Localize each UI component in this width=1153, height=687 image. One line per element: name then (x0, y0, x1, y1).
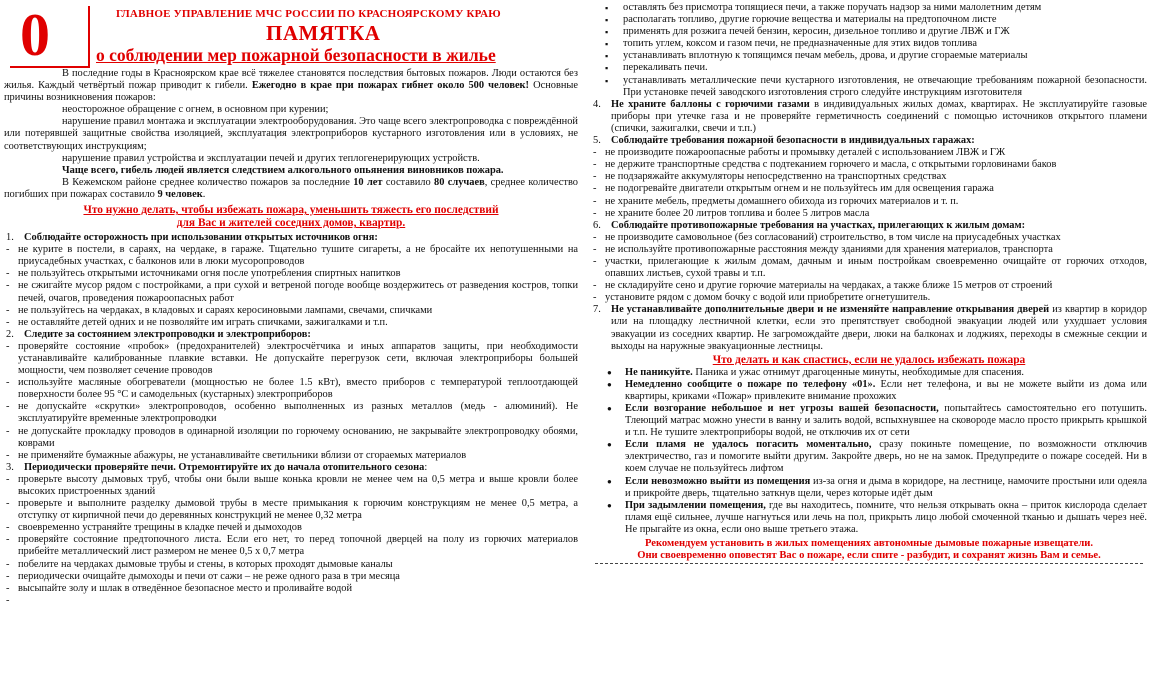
list-item: ▪ устанавливать металлические печи кустарного изготовления, не отвечающие требованиям пожарной безопасности. При установке печей заводского изготовления строго следуйте инструкциям изготовителя (591, 75, 1147, 99)
list-item: ● Если пламя не удалось погасить моментально, сразу покиньте помещение, по возможности отключив электричество, газ и помогите выйти другим. Закройте дверь, но не на замок. Предупредите о пожаре соседей. Ни в коем случае не пользуйтесь лифтом (591, 439, 1147, 475)
list-item: - не курите в постели, в сараях, на чердаке, в гараже. Тщательно тушите сигареты, а не бросайте их непотушенными на приусадебных участках, с балконов или в люки мусоропроводов (4, 244, 578, 268)
list-item: - не оставляйте детей одних и не позволяйте им играть спичками, зажигалками и т.п. (4, 317, 578, 329)
section-open-fire: 1. Соблюдайте осторожность при использовании открытых источников огня: (6, 232, 378, 244)
escape-list (591, 367, 1147, 536)
organization-name: ГЛАВНОЕ УПРАВЛЕНИЕ МЧС РОССИИ ПО КРАСНОЯРСКОМУ КРАЮ (116, 8, 501, 20)
list-item: - не подогревайте двигатели открытым огнем и не пользуйтесь им для освещения гаража (591, 183, 1147, 195)
list-item: - проверяйте состояние «пробок» (предохранителей) электросчётчика и иных аппаратов защиты, при необходимости устанавливайте калиброванные плавкие вставки. Не допускайте перегрузок сети, включая электроприборы большей мощности, чем позволяет сечение проводов (4, 341, 578, 377)
left-column (4, 2, 578, 595)
list-item: - не производите пожароопасные работы и промывку деталей с использованием ЛВЖ и ГЖ (591, 147, 1147, 159)
footer-note: Они своевременно оповестят Вас о пожаре, если спите - разбудит, и сохранят жизнь Вам и семье. (637, 550, 1101, 562)
list-item: ● Если невозможно выйти из помещения из-за огня и дыма в коридоре, на лестнице, намочите простыни или одеяла и прикройте дверь, тщательно заткнув щели, через которые идёт дым (591, 476, 1147, 500)
list-item: - используйте масляные обогреватели (мощностью не более 1.5 кВт), вместо приборов с температурой теплоотдающей поверхности более 95 °С и самодельных (кустарных) электроприборов (4, 377, 578, 401)
section-doors: 7. Не устанавливайте дополнительные двери и не изменяйте направление открывания дверей из квартир в коридор или на площадку лестничной клетки, если это препятствует свободной эвакуации людей или ухудшает условия эвакуации из соседних квартир. Не загромождайте двери, люки на балконах и лоджиях, переходы в смежные секции и выходы на наружные эвакуационные лестницы. (593, 304, 1147, 352)
footer-recommendation: Рекомендуем установить в жилых помещениях автономные дымовые пожарные извещатели. (644, 538, 1094, 550)
section-gas-cylinders: 4. Не храните баллоны с горючими газами в индивидуальных жилых домах, квартирах. Не эксплуатируйте газовые приборы при утечке газа и не проверяйте герметичность соединений с помощью источников открытого пламени (спички, зажигалки, свечи и т.п.) (593, 98, 1148, 134)
list-item: ▪ оставлять без присмотра топящиеся печи, а также поручать надзор за ними малолетним детям (591, 2, 1147, 14)
header (4, 2, 578, 68)
list-item: - не складируйте сено и другие горючие материалы на чердаках, а также ближе 15 метров от строений (591, 280, 1147, 292)
list-item: - не пользуйтесь на чердаках, в кладовых и сараях керосиновыми лампами, свечами, спичками (4, 305, 578, 317)
cut-line (595, 563, 1143, 564)
list-item: - побелите на чердаках дымовые трубы и стены, в которых проходят дымовые каналы (4, 559, 578, 571)
garages-list (591, 147, 1147, 220)
list-item: - не используйте противопожарные расстояния между зданиями для хранения материалов, транспорта (591, 244, 1147, 256)
section-electrical: 2. Следите за состоянием электропроводки и электроприборов: (6, 328, 311, 340)
escape-heading: Что делать и как спастись, если не удалось избежать пожара (712, 353, 1026, 366)
list-item: - не применяйте бумажные абажуры, не устанавливайте светильники вблизи от сгораемых материалов (4, 450, 578, 462)
document-subtitle: о соблюдении мер пожарной безопасности в жилье (96, 45, 496, 65)
stove-prohibitions-list (591, 2, 1147, 99)
cause-item: нарушение правил монтажа и эксплуатации электрооборудования. Это чаще всего электропроводка с повреждённой или потерявшей защитные свойства изоляцией, эксплуатация электроприборов кустарного изготовления или в условиях, не соответствующих инструкциям; (4, 116, 578, 152)
list-item: - высыпайте золу и шлак в отведённое безопасное место и проливайте водой (4, 583, 578, 595)
list-item: ● Если возгорание небольшое и нет угрозы вашей безопасности, попытайтесь самостоятельно его потушить. Тлеющий матрас можно унести в ванну и залить водой, вспыхнувшее на сковороде масло просто прикрыть крышкой и т.п. Не тушите электроприборы водой, не отключив их от сети (591, 403, 1147, 439)
list-item: ▪ применять для розжига печей бензин, керосин, дизельное топливо и другие ЛВЖ и ГЖ (591, 26, 1147, 38)
list-item: - не сжигайте мусор рядом с постройками, а при сухой и ветреной погоде вообще воздержитесь от разведения костров, топки печей, очагов, проведения пожароопасных работ (4, 280, 578, 304)
right-column (591, 2, 1147, 564)
list-item: - не допускайте «скрутки» электропроводов, особенно выполненных из разных металлов (медь - алюминий). Не эксплуатируйте временные электропроводки (4, 401, 578, 425)
list-item: ▪ топить углем, коксом и газом печи, не предназначенные для этих видов топлива (591, 38, 1147, 50)
cause-item: неосторожное обращение с огнем, в основном при курении; (62, 104, 329, 116)
emergency-logo (10, 2, 90, 68)
list-item: - проверяйте состояние предтопочного листа. Если его нет, то перед топочной дверцей на полу из горючих материалов прибейте металлический лист размером не менее 0,5 х 0,7 метра (4, 534, 578, 558)
list-item: - не производите самовольное (без согласований) строительство, в том числе на приусадебных участках (591, 232, 1147, 244)
emergency-number: 0 (20, 2, 50, 68)
document-title: ПАМЯТКА (266, 21, 381, 45)
section-stoves: 3. Периодически проверяйте печи. Отремонтируйте их до начала отопительного сезона: (6, 461, 428, 473)
list-item: - не подзаряжайте аккумуляторы непосредственно на транспортных средствах (591, 171, 1147, 183)
alcohol-note: Чаще всего, гибель людей является следствием алкогольного опьянения виновников пожара. (62, 164, 504, 176)
list-item: - не держите транспортные средства с подтеканием горючего и масла, с открытыми горловинами баков (591, 159, 1147, 171)
list-item: - не пользуйтесь открытыми источниками огня после употребления спиртных напитков (4, 268, 578, 280)
list-item: - проверьте и выполните разделку дымовой трубы в месте примыкания к горючим конструкциям не менее 0,5 метра, а отступку от кирпичной печи до деревянных конструкций не менее 0,32 метра (4, 498, 578, 522)
list-item: ▪ перекаливать печи. (591, 62, 1147, 74)
section-plots: 6. Соблюдайте противопожарные требования на участках, прилегающих к жилым домам: (593, 219, 1026, 231)
list-item: ● Не паникуйте. Паника и ужас отнимут драгоценные минуты, необходимые для спасения. (591, 367, 1147, 379)
list-item: - участки, прилегающие к жилым домам, дачным и иным постройкам своевременно очищайте от горючих отходов, опавших листьев, сухой травы и т.п. (591, 256, 1147, 280)
list-item: - проверьте высоту дымовых труб, чтобы они были выше конька кровли не менее чем на 0,5 метра и выше кровли более высоких пристроенных зданий (4, 474, 578, 498)
prevention-heading: Что нужно делать, чтобы избежать пожара, уменьшить тяжесть его последствий для Вас и жителей соседних домов, квартир. (83, 204, 499, 230)
list-item: - своевременно устраняйте трещины в кладке печей и дымоходов (4, 522, 578, 534)
stoves-list (4, 474, 578, 595)
list-item: ● Немедленно сообщите о пожаре по телефону «01». Если нет телефона, и вы не можете выйти из дома или квартиры, криками «Пожар» привлеките внимание прохожих (591, 379, 1147, 403)
list-item: - периодически очищайте дымоходы и печи от сажи – не реже одного раза в три месяца (4, 571, 578, 583)
intro-paragraph: В последние годы в Красноярском крае всё тяжелее становятся последствия бытовых пожаров. Люди остаются без жилья. Каждый четвёртый пожар приводит к гибели. Ежегодно в крае при пожарах гибнет около 500 человек! Основные причины возникновения пожаров: (4, 68, 579, 104)
list-item: ● При задымлении помещения, где вы находитесь, помните, что нельзя открывать окна – приток кислорода сделает пламя ещё сильнее, лучше нагнуться или лечь на пол, прикрыть лицо любой смоченной тканью и дышать через неё. Не прыгайте из окна, если оно выше третьего этажа. (591, 500, 1147, 536)
list-item: - не храните более 20 литров топлива и более 5 литров масла (591, 208, 1147, 220)
list-item: ▪ располагать топливо, другие горючие вещества и материалы на предтопочном листе (591, 14, 1147, 26)
list-item: ▪ устанавливать вплотную к топящимся печам мебель, дрова, и другие сгораемые материалы (591, 50, 1147, 62)
cause-item: нарушение правил устройства и эксплуатации печей и других теплогенерирующих устройств. (62, 152, 480, 164)
list-item: - не допускайте прокладку проводов в одинарной изоляции по горючему основанию, не закрывайте электропроводку обоями, коврами (4, 426, 578, 450)
plots-list (591, 232, 1147, 305)
section-garages: 5. Соблюдайте требования пожарной безопасности в индивидуальных гаражах: (593, 135, 975, 147)
list-item: - установите рядом с домом бочку с водой или приобретите огнетушитель. (591, 292, 1147, 304)
open-fire-list (4, 244, 578, 329)
list-item: - не храните мебель, предметы домашнего обихода из горючих материалов и т. п. (591, 196, 1147, 208)
district-statistics: В Кежемском районе среднее количество пожаров за последние 10 лет составило 80 случаев, среднее количество погибших при пожарах составило 9 человек. (4, 176, 578, 200)
electrical-list (4, 341, 578, 462)
